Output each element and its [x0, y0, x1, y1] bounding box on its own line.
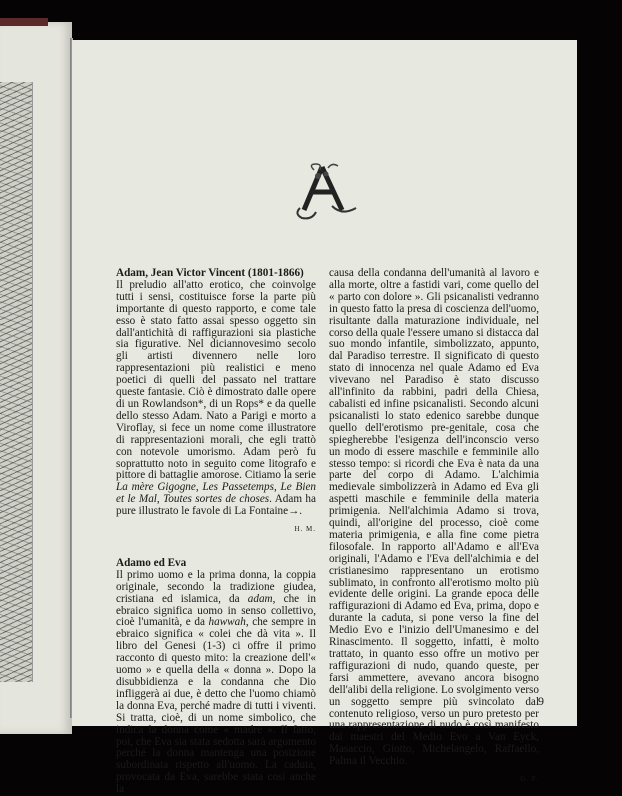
separator: , — [273, 481, 281, 494]
column-right — [329, 268, 539, 786]
entry-body — [116, 570, 316, 796]
author-signature: G. F. — [520, 775, 539, 784]
series-title: Toutes sortes de choses — [163, 493, 270, 506]
engraving-illustration — [0, 82, 33, 682]
left-page — [0, 22, 72, 734]
body-text: Il primo uomo e la prima donna, la coppia originale, secondo la tradizione giudea, cristiana ed islamica, da — [116, 568, 316, 605]
entry-title: Adamo ed Eva — [116, 556, 187, 569]
decorated-initial-a-icon — [292, 162, 362, 222]
entry-title: Adam, Jean Victor Vincent (1801-1866) — [116, 267, 304, 279]
series-title: Les Passetemps — [202, 481, 274, 494]
page-number: 9 — [538, 694, 544, 708]
separator: , — [195, 481, 203, 494]
body-text: Il preludio all'atto erotico, che coinvolge tutti i sensi, costituisce forse la parte più importante di questo rapporto, e come tale esso è stato fatto assai spesso oggetto sin dall'antichità di raffigurazioni sia plastiche sia figurative. Nel diciannovesimo secolo gli artisti divennero nelle loro rappresentazioni più realistici e meno poetici di quelli del passato nel trattare queste fantasie. Ciò è dimostrato dalle opere di un Rowlandson*, di un Rops* e da quelle dello stesso Adam. Nato a Parigi e morto a Viroflay, si fece un nome come illustratore di rappresentazioni morali, che egli trattò con notevole umorismo. Adam però fu soprattutto noto in seguito come litografo e pittore di battaglie amorose. Citiamo la serie — [116, 278, 316, 482]
term: hawwah — [208, 616, 246, 629]
series-title: Le Bien et le Mal — [116, 481, 317, 506]
book-cover-edge — [0, 18, 48, 26]
right-page — [72, 40, 577, 796]
column-left — [116, 268, 316, 796]
author-signature: H. M. — [294, 525, 316, 534]
separator: , — [156, 493, 164, 506]
body-text: . Adam ha pure illustrato le favole di La Fontaine→. — [116, 493, 316, 518]
entry-body — [116, 280, 316, 518]
spacer — [116, 536, 316, 558]
body-text: , che sempre in ebraico significa « colei che dà vita ». Il libro del Genesi (1-3) ci offre il primo racconto di questo mito: la creazione dell'« uomo » e quella della « donna ». Dopo la disubbidienza e la condanna che Dio infliggerà ai due, è detto che l'uomo chiamò la donna Eva, perché madre di tutti i viventi. Si tratta, cioè, di un nome simbolico, che indica la donna come « madre ». Il fatto, poi, che Eva sia stata sedotta sarà argomento perché la donna mantenga una posizione subordinata rispetto all'uomo. La caduta, provocata da Eva, sarebbe stata così anche la — [116, 616, 316, 796]
term: adam — [247, 592, 273, 605]
body-text: , che in ebraico significa uomo in senso collettivo, cioè l'umanità, e da — [116, 592, 316, 629]
series-title: La mère Gigogne — [116, 481, 196, 494]
entry-body-continued: causa della condanna dell'umanità al lavoro e alla morte, oltre a fastidi vari, come quello del « parto con dolore ». Gli psicanalisti vedranno in questo fatto la presa di coscienza dell'uomo, risultante dalla maturazione individuale, nel corso della quale l'essere umano si distacca dal suo mondo infantile, simbolizzato, appunto, dal Paradiso terrestre. Il significato di questo stato di innocenza nel quale Adamo ed Eva vivevano nel Paradiso è stato discusso all'infinito da rabbini, padri della Chiesa, cabalisti ed infine psicanalisti. Secondo alcuni psicanalisti lo stato edenico sarebbe dunque quello dell'erotismo pre-genitale, cosa che spiegherebbe l'esigenza dell'inconscio verso un modo di essere maschile e femminile allo stesso tempo: si ricordi che Eva è nata da una parte del corpo di Adamo. L'alchimia medievale simbolizzerà in Adamo ed Eva gli aspetti maschile e femminile della materia primigenia. Nell'alchimia Adamo si trova, quindi, all'origine del processo, cioè come materia primigenia, e alla fine come pietra filosofale. In rapporto all'Adamo e all'Eva originali, l'Adamo e l'Eva dell'alchimia e del cristianesimo rappresentano un erotismo sublimato, in confronto all'erotismo molto più evidente delle origini. La grande epoca delle raffigurazioni di Adamo ed Eva, prima, dopo e durante la caduta, si pone verso la fine del Medio Evo e l'inizio dell'Umanesimo e del Rinascimento. Il soggetto, infatti, è molto trattato, in quanto esso offre un motivo per raffigurazioni di nudo, quando queste, per farsi ammettere, avevano ancora bisogno dell'alibi della religione. Lo svolgimento verso un soggetto sempre più svincolato dal contenuto religioso, verso un puro pretesto per una rappresentazione di nudo è così manifesto dai maestri del Medio Evo a Van Eyck, Masaccio, Giotto, Michelangelo, Raffaello, Palma il Vecchio. — [329, 267, 539, 768]
